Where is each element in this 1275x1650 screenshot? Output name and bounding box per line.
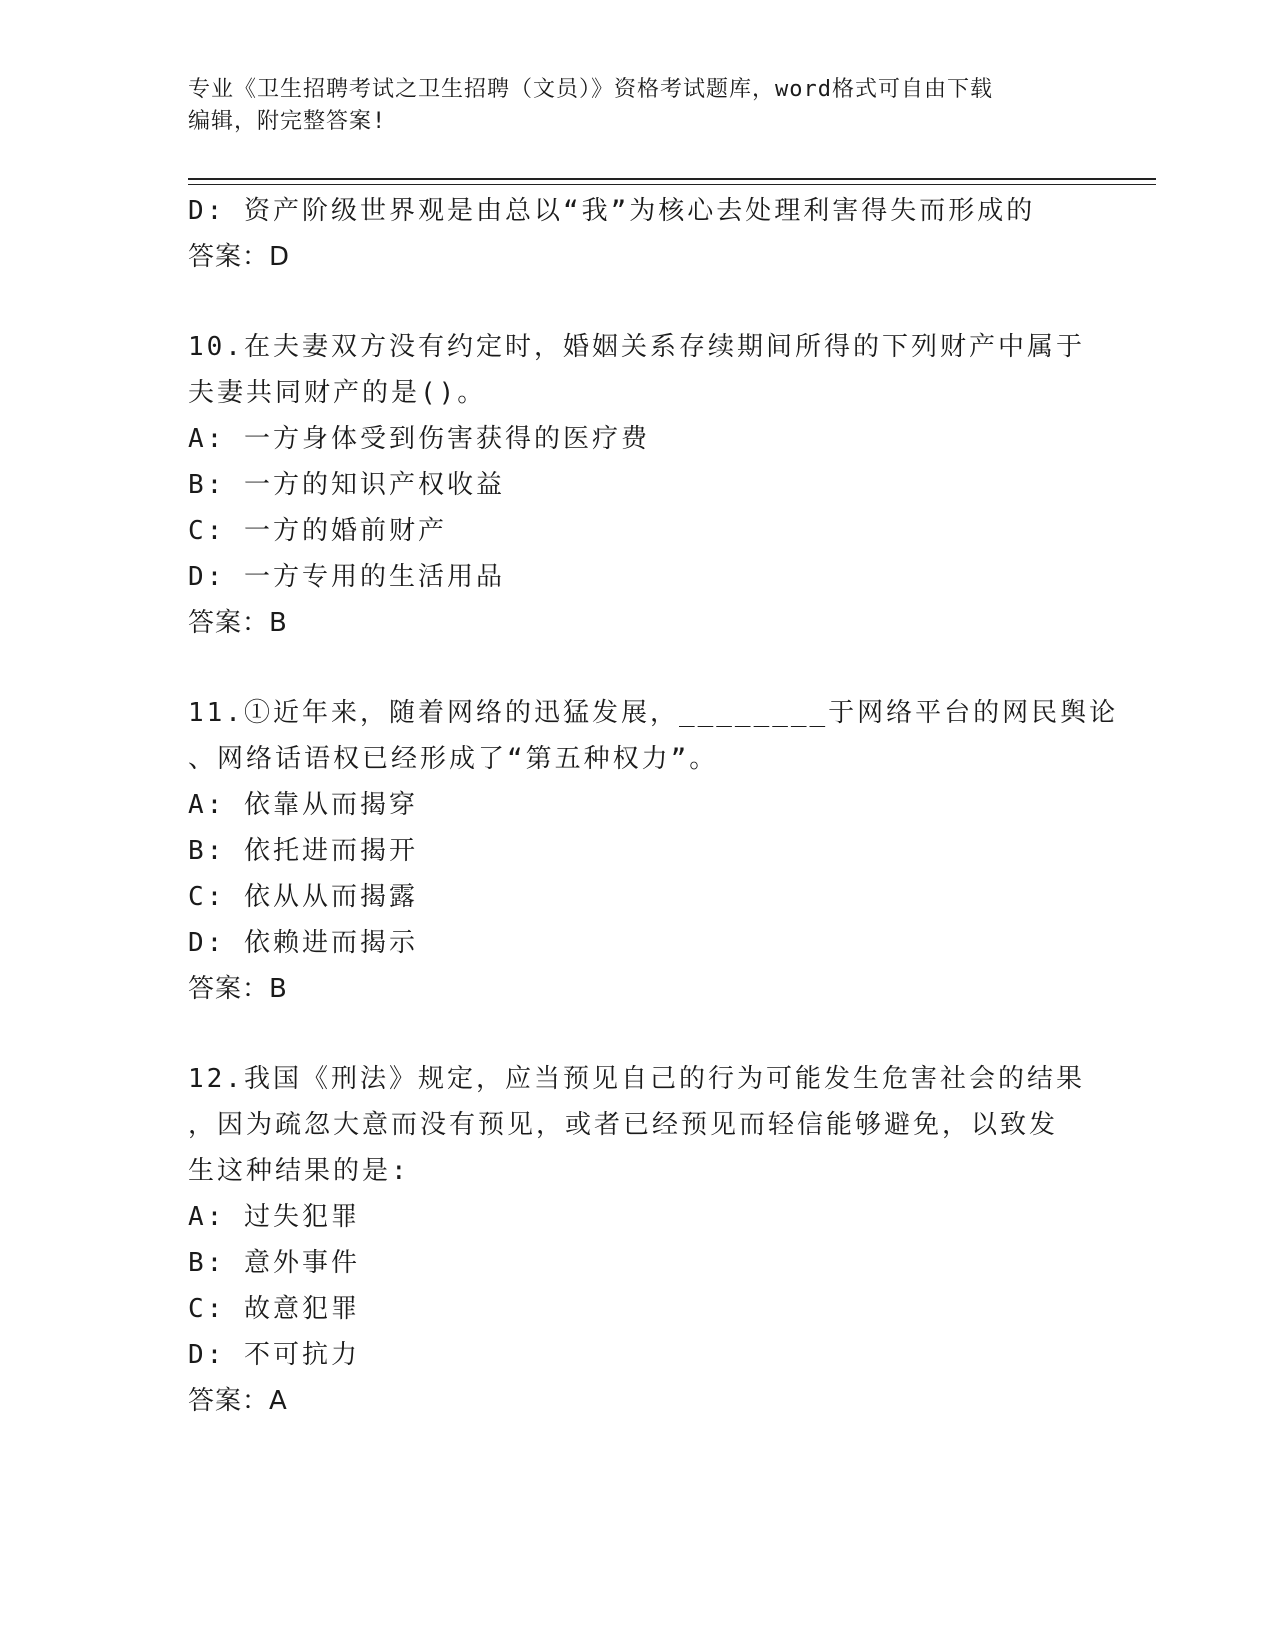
option-d: D: 资产阶级世界观是由总以“我”为核心去处理利害得失而形成的 [188,196,1036,226]
option-c: C: 故意犯罪 [188,1294,360,1324]
question-stem-line: 、网络话语权已经形成了“第五种权力”。 [188,744,719,774]
option-c: C: 依从从而揭露 [188,882,418,912]
question-11 [188,690,1119,1012]
option-d: D: 依赖进而揭示 [188,928,418,958]
option-b: B: 意外事件 [188,1248,360,1278]
option-c: C: 一方的婚前财产 [188,516,447,546]
option-d: D: 一方专用的生活用品 [188,562,505,592]
question-stem-line: ，因为疏忽大意而没有预见，或者已经预见而轻信能够避免，以致发 [188,1110,1059,1140]
header-divider-thick [188,178,1156,180]
option-b: B: 依托进而揭开 [188,836,418,866]
question-stem-line: 生这种结果的是: [188,1156,410,1186]
question-stem-line: 夫妻共同财产的是()。 [188,378,487,408]
answer-line: 答案：B [188,974,288,1004]
question-stem-line: 11.①近年来，随着网络的迅猛发展，________于网络平台的网民舆论 [188,698,1119,728]
header-line-1: 专业《卫生招聘考试之卫生招聘（文员）》资格考试题库，word格式可自由下载 [188,77,993,102]
option-a: A: 过失犯罪 [188,1202,360,1232]
document-header [188,74,1088,138]
option-d: D: 不可抗力 [188,1340,360,1370]
question-stem-line: 10.在夫妻双方没有约定时，婚姻关系存续期间所得的下列财产中属于 [188,332,1085,362]
answer-line: 答案：A [188,1386,288,1416]
option-b: B: 一方的知识产权收益 [188,470,505,500]
header-divider-thin [188,184,1156,185]
answer-line: 答案：B [188,608,288,638]
header-line-2: 编辑，附完整答案! [188,109,387,134]
answer-line: 答案：D [188,242,291,272]
question-12 [188,1056,1088,1424]
document-body [188,188,1119,1424]
option-a: A: 依靠从而揭穿 [188,790,418,820]
question-10 [188,324,1088,646]
question-stem-line: 12.我国《刑法》规定，应当预见自己的行为可能发生危害社会的结果 [188,1064,1085,1094]
option-a: A: 一方身体受到伤害获得的医疗费 [188,424,650,454]
previous-question-tail [188,188,1088,280]
